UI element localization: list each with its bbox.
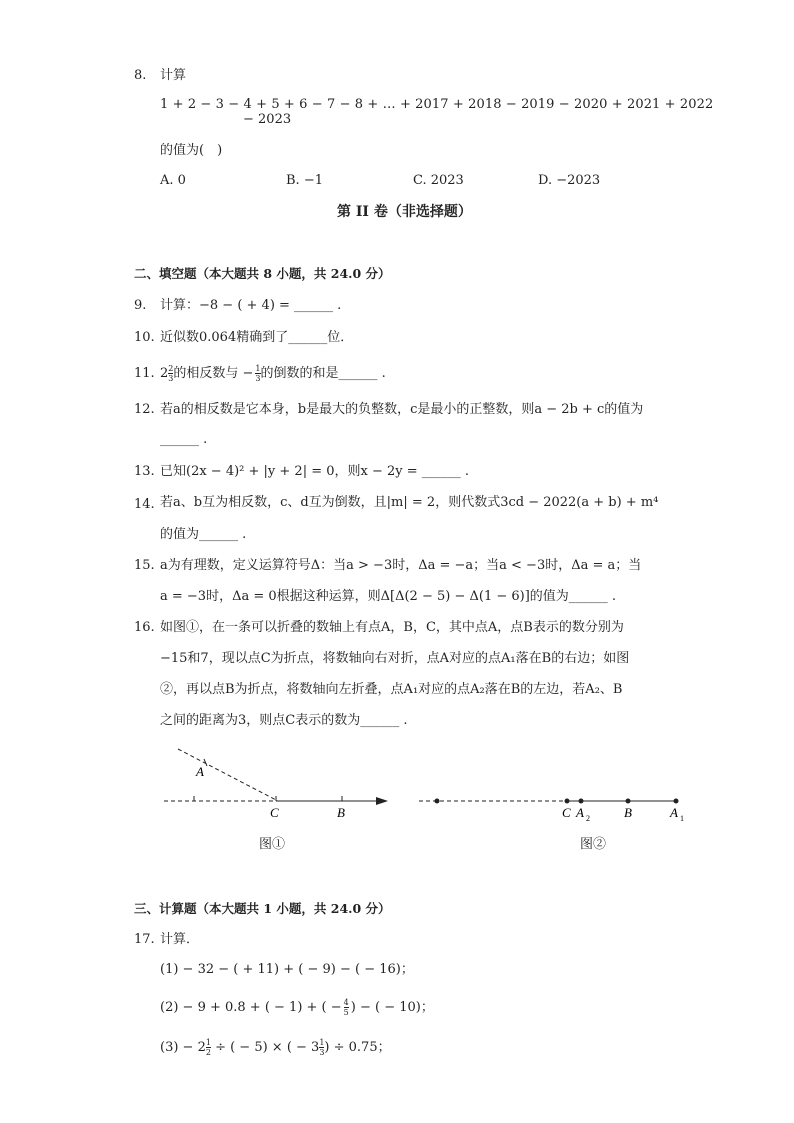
q8-tail: 的值为( ) [160,143,223,158]
q15-line1: a为有理数，定义运算符号Δ：当a > −3时，Δa = −a；当a < −3时，Δa = a；当 [160,558,642,573]
q17-part2-b: ) − ( − 10)； [350,1000,434,1015]
q17-part1: (1) − 32 − ( + 11) + ( − 9) − ( − 16)； [160,962,414,977]
q8-expression-line1: 1 + 2 − 3 − 4 + 5 + 6 − 7 − 8 + … + 2017 + 2018 − 2019 − 2020 + 2021 + 2022 [160,97,714,112]
q14-number: 14. [134,497,155,512]
fig2-caption: 图② [580,837,607,852]
q17-part3-frac1-den: 2 [205,1048,211,1057]
q15-line2: a = −3时，Δa = 0根据这种运算，则Δ[Δ(2 − 5) − Δ(1 − 6)]的值为______ . [160,589,617,604]
q8-choice-a: A. 0 [160,173,186,188]
section2-heading: 二、填空题（本大题共 8 小题，共 24.0 分） [134,266,391,281]
fig1-folded-dashed-segment [178,749,278,801]
q12-number: 12. [134,402,155,417]
figure-2 [415,780,705,825]
q17-part3-a: (3) − 2 [160,1040,206,1055]
q17-part3 [160,1036,391,1060]
q17-part3-c: ) ÷ 0.75； [324,1040,391,1055]
fig2-label-b: B [624,805,632,820]
q17-part3-b: ÷ ( − 5) × ( − 3 [210,1040,320,1055]
fig1-label-a: A [196,764,204,779]
q11-frac2-num: 1 [255,364,261,373]
q16-line3: ②，再以点B为折点，将数轴向左折叠，点A₁对应的点A₂落在B的左边，若A₂、B [160,682,623,697]
fig2-point-a1 [674,799,679,804]
q14-line1: 若a、b互为相反数，c、d互为倒数，且|m| = 2，则代数式3cd − 2022(a + b) + m⁴ [160,495,659,510]
q13-number: 13. [134,464,155,479]
fig1-label-c: C [270,805,279,820]
q9-text: 计算：−8 − ( + 4) = ______ . [160,298,342,313]
q17-number: 17. [134,932,155,947]
q17-part2-fraction [344,998,349,1017]
q9-number: 9. [134,298,147,313]
q11-line [160,362,386,386]
q8-choice-c: C. 2023 [413,173,464,188]
fig2-label-c: C [562,805,571,820]
q17-part3-frac2-num: 1 [319,1038,325,1047]
fig2-label-a2: A [576,805,584,820]
q10-number: 10. [134,330,155,345]
q17-part2-frac-den: 5 [343,1008,349,1017]
q13-text: 已知(2x − 4)² + |y + 2| = 0，则x − 2y = ______ . [160,464,470,479]
fig2-label-a2-sub: 2 [586,814,590,823]
q8-expression-line2: − 2023 [243,112,292,127]
fig2-point-b [626,799,631,804]
q8-choice-b: B. −1 [286,173,323,188]
fig2-label-a1-sub: 1 [680,814,684,823]
fig2-point-c [565,799,570,804]
q10-text: 近似数0.064精确到了______位． [160,330,354,345]
fig2-point-a2 [579,799,584,804]
q11-frac2-den: 3 [255,374,261,383]
q16-line4: 之间的距离为3，则点C表示的数为______ . [160,713,408,728]
fig2-label-a1: A [670,805,678,820]
fig1-label-b: B [337,805,345,820]
q12-line1: 若a的相反数是它本身，b是最大的负整数，c是最小的正整数，则a − 2b + c的值为 [160,402,644,417]
q8-intro: 计算 [160,68,187,83]
section3-heading: 三、计算题（本大题共 1 小题，共 24.0 分） [134,901,391,916]
q11-text-b: 的相反数与 − [173,366,254,381]
fig1-arrow-head [376,797,388,805]
q12-line2: ______ . [160,432,208,447]
q8-number: 8. [134,68,147,83]
q15-number: 15. [134,558,155,573]
q11-frac1-num: 2 [168,364,174,373]
q16-line2: −15和7，现以点C为折点，将数轴向右对折，点A对应的点A₁落在B的右边；如图 [160,651,630,666]
fig1-caption: 图① [259,837,286,852]
q17-part2 [160,996,434,1020]
q17-intro: 计算． [160,932,200,947]
q11-text-c: 的倒数的和是______ . [260,366,386,381]
q17-part3-frac1-num: 1 [205,1038,211,1047]
q11-text-a: 2 [160,366,169,381]
figure-1 [160,745,400,825]
q17-part2-a: (2) − 9 + 0.8 + ( − 1) + ( − [160,1000,342,1015]
fig2-point-left [435,799,440,804]
part2-title: 第 II 卷（非选择题） [337,204,472,220]
q16-number: 16. [134,620,155,635]
q11-number: 11. [134,366,155,381]
q8-choice-d: D. −2023 [538,173,601,188]
q17-part2-frac-num: 4 [343,998,349,1007]
q14-line2: 的值为______ . [160,527,247,542]
q16-line1: 如图①，在一条可以折叠的数轴上有点A，B，C，其中点A，点B表示的数分别为 [160,620,624,635]
q17-part3-frac2-den: 3 [319,1048,325,1057]
q11-frac1-den: 3 [168,374,174,383]
